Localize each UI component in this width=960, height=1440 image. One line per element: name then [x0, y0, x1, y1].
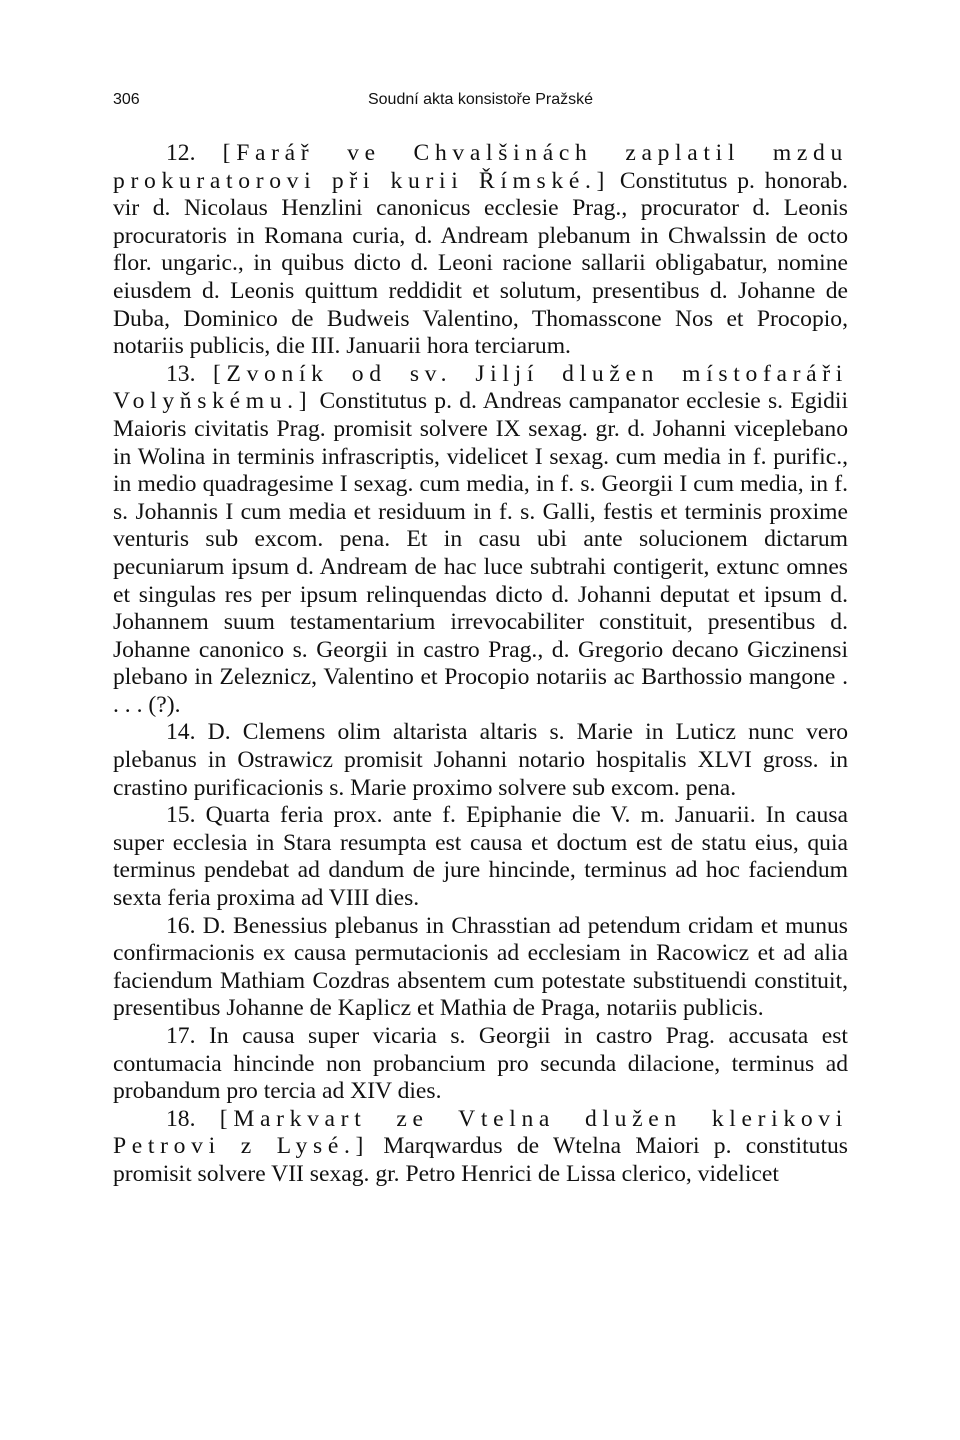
entry-number: 18.: [166, 1105, 196, 1132]
entry-number: 17.: [166, 1023, 196, 1049]
entry-text: Marqwardus de Wtelna Maiori p. constitutus promisit solvere VII sexag. gr. Petro Henrici de Lissa clerico, videlicet: [113, 1133, 848, 1187]
entry-15: [113, 802, 848, 912]
running-title: Soudní akta konsistoře Pražské: [367, 91, 593, 108]
entry-heading: [Zvoník od sv. Jiljí dlužen místofaráři Volyňskému.]: [113, 360, 849, 415]
entry-number: 16.: [166, 912, 196, 939]
entry-18: [113, 1106, 848, 1189]
entry-number: 13.: [166, 360, 196, 387]
page-header: [113, 91, 848, 115]
entry-text: D. Clemens olim altarista altaris s. Marie in Luticz nunc vero plebanus in Ostrawicz promisit Johanni notario hospitalis XLVI gross. in crastino purificacionis s. Marie proximo solvere sub excom. pena.: [113, 719, 848, 801]
entry-13: [113, 361, 848, 720]
entry-text: Quarta feria prox. ante f. Epiphanie die V. m. Januarii. In causa super ecclesia in Stara resumpta est causa et doctum est de statu eius, quia terminus pendebat ad dandum de jure hincinde, terminus ad hoc faciendum sexta feria proxima ad VIII dies.: [113, 802, 848, 912]
entry-number: 15.: [166, 802, 196, 829]
entry-number: 12.: [166, 140, 196, 166]
text-body: [113, 140, 848, 1189]
entry-text: Constitutus p. honorab. vir d. Nicolaus Henzlini canonicus ecclesie Prag., procurator d. Leonis procuratoris in Romana curia, d. Andream plebanum in Chwalssin de octo flor. ungaric., in quibus dicto d. Leoni racione sallarii obligabatur, nomine eiusdem d. Leonis quittum reddidit et solutum, presentibus d. Johanne de Duba, Dominico de Budweis Valentino, Thomasscone Nos et Procopio, notariis publicis, die III. Januarii hora terciarum.: [113, 167, 848, 360]
entry-17: [113, 1023, 848, 1106]
page-number: 306: [113, 91, 140, 108]
entry-heading: [Markvart ze Vtelna dlužen klerikovi Petrovi z Lysé.]: [113, 1105, 848, 1160]
entry-text: In causa super vicaria s. Georgii in castro Prag. accusata est contumacia hincinde non probancium pro secunda dilacione, terminus ad probandum pro tercia ad XIV dies.: [113, 1023, 848, 1105]
entry-16: [113, 913, 848, 1023]
entry-12: [113, 140, 848, 361]
entry-text: D. Benessius plebanus in Chrasstian ad petendum cridam et munus confirmacionis ex causa permutacionis ad ecclesiam in Racowicz et ad alia faciendum Mathiam Cozdras absentem cum potestate substituendi constituit, presentibus Johanne de Kaplicz et Mathia de Praga, notariis publicis.: [113, 912, 848, 1022]
entry-number: 14.: [166, 719, 196, 746]
entry-text: Constitutus p. d. Andreas campanator ecclesie s. Egidii Maioris civitatis Prag. promisit solvere IX sexag. gr. d. Johanni viceplebano in Wolina in terminis infrascriptis, videlicet I sexag. cum media in f. purific., in medio quadragesime I sexag. cum media, in f. s. Georgii I cum media, in f. s. Johannis I cum media et residuum in f. s. Galli, festis et terminis proxime venturis sub excom. pena. Et in casu ubi ante solucionem dictarum pecuniarum ipsum d. Andream de hac luce subtrahi contigerit, extunc omnes et singulas res per ipsum relinquendas dicto d. Johanni deputat et ipsum d. Johannem suum testamentarium irrevocabiliter constituit, presentibus d. Johanne canonico s. Georgii in castro Prag., d. Gregorio decano Giczinensi plebano in Zeleznicz, Valentino et Procopio notariis ac Barthossio mangone . . . . (?).: [113, 388, 848, 718]
entry-heading: [Farář ve Chvalšinách zaplatil mzdu prokuratorovi při kurii Římské.]: [113, 140, 848, 194]
entry-14: [113, 719, 848, 802]
